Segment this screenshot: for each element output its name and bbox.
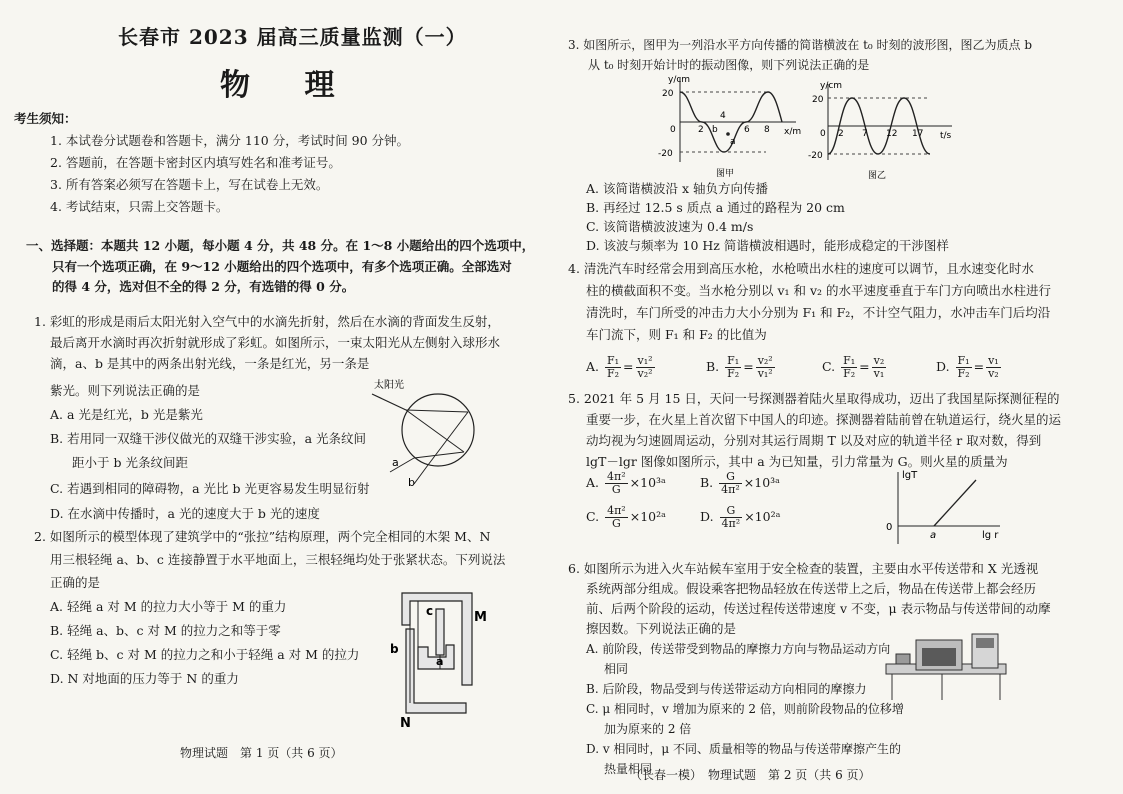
numerator: v₁² [637,354,653,367]
exam-title: 长春市 2023 届高三质量监测（一） [118,25,467,49]
q2-stem: 正确的是 [50,575,101,590]
frame-n-arm [436,609,444,655]
q1-option-a: A. a 光是红光，b 光是紫光 [50,407,203,422]
q3-stem: 3. 如图所示，图甲为一列沿水平方向传播的简谐横波在 t₀ 时刻的波形图，图乙为质点 b [568,38,1033,52]
option-letter: B. [700,475,714,490]
y-label: y/cm [668,75,691,85]
denominator: F₂ [957,367,970,380]
q4-option-d: D. $\frac{\text{F₁}}{\text{F₂}}$ = $\frac{\text{v₁}}{\text{v₂}}$ [936,354,999,380]
section-instruction: 一、选择题：本题共 12 小题，每小题 4 分，共 48 分。在 1～8 小题给出的四个选项中， [26,238,535,253]
denominator: v₁² [757,367,773,380]
q2-stem: 用三根轻绳 a、b、c 连接静置于水平地面上，三根轻绳均处于张紧状态。下列说法 [50,552,506,567]
q6-stem: 系统两部分组成。假设乘客把物品轻放在传送带上之后，物品在传送带上都会经历 [586,581,1037,596]
denominator: G [611,483,621,496]
denominator: v₁ [873,367,885,380]
q1-stem: 1. 彩虹的形成是雨后太阳光射入空气中的水滴先折射，然后在水滴的背面发生反射， [34,314,500,329]
caption-b: 图乙 [868,171,887,181]
q4-option-b: B. $\frac{\text{F₁}}{\text{F₂}}$ = $\frac{\text{v₂²}}{\text{v₁²}}$ [706,354,773,380]
y-tick: 20 [812,95,824,105]
q1-option-b-cont: 距小于 b 光条纹间距 [72,455,188,470]
intercept-label: a [930,530,937,541]
q6-stem: 6. 如图所示为进入火车站候车室用于安全检查的装置，主要由水平传送带和 X 光透视 [568,561,1039,576]
denominator: F₂ [727,367,740,380]
fraction [636,355,655,380]
q1-option-c: C. 若遇到相同的障碍物，a 光比 b 光更容易发生明显衍射 [50,481,370,496]
wave-graph-a [656,72,806,182]
q2-option-b: B. 轻绳 a、b、c 对 M 的拉力之和等于零 [50,623,281,638]
reflected-ray [414,452,464,458]
page-1 [0,0,560,794]
data-line [934,480,976,526]
origin: 0 [670,125,676,135]
q1-stem: 滴，a、b 是其中的两条出射光线，一条是红光，另一条是 [50,356,370,371]
tunnel-opening [922,648,956,666]
q6-stem: 擦因数。下列说法正确的是 [586,621,737,636]
numerator: G [720,505,743,518]
numerator: F₁ [843,354,856,367]
t-label: t/s [940,131,952,141]
q5-option-b [700,466,780,500]
option-letter: C. [822,359,836,374]
q6-option-a: A. 前阶段，传送带受到物品的摩擦力方向与物品运动方向 [586,642,891,656]
refracted-ray [406,410,464,452]
numerator: v₂ [873,354,885,367]
denominator: G [612,517,621,530]
q4-stem: 柱的横截面积不变。当水枪分别以 v₁ 和 v₂ 的水平速度垂直于车门方向喷出水柱进行 [586,283,1052,298]
luggage-item [896,654,910,664]
raindrop-figure [370,372,490,492]
ray-b-label: b [408,476,415,489]
ray-a-label: a [392,456,399,469]
fraction [605,355,621,380]
numerator: F₁ [957,354,970,367]
q6-option-c-cont: 加为原来的 2 倍 [604,722,692,736]
q6-option-c: C. μ 相同时，v 增加为原来的 2 倍，则前阶段物品的位移增 [586,702,904,716]
q2-option-a: A. 轻绳 a 对 M 的拉力大小等于 M 的重力 [50,599,287,614]
q3-option-c: C. 该简谐横波波速为 0.4 m/s [586,219,754,234]
fraction [956,355,972,380]
denominator: F₂ [843,367,856,380]
q4-stem: 清洗时，车门所受的冲击力大小分别为 F₁ 和 F₂，不计空气阻力，水冲击车门后均沿 [586,305,1051,320]
t-tick: 17 [912,129,924,139]
power-term: ×10²ᵃ [629,509,666,524]
wave-graph-b [808,80,958,182]
denominator: 4π² [721,483,740,496]
x-tick: 6 [744,125,750,135]
tensegrity-figure [382,585,492,730]
point-a-label: a [730,137,736,147]
q6-option-d: D. v 相同时，μ 不同、质量相等的物品与传送带摩擦产生的 [586,742,902,756]
numerator: v₁ [988,354,999,367]
x-tick: 2 [698,125,704,135]
q4-option-a: A. $\frac{\text{F₁}}{\text{F₂}}$ = $\frac{\text{v₁²}}{\text{v₂²}}$ [586,354,653,380]
option-letter: A. [586,359,600,374]
power-term: ×10³ᵃ [743,475,781,490]
q3-option-a: A. 该简谐横波沿 x 轴负方向传播 [586,181,768,196]
q2-option-c: C. 轻绳 b、c 对 M 的拉力之和小于轻绳 a 对 M 的拉力 [50,647,360,662]
power-term: ×10²ᵃ [744,509,781,524]
q5-stem: 5. 2021 年 5 月 15 日，天问一号探测器着陆火星取得成功，迈出了我国星际探测征程的 [568,391,1060,406]
ray-b [414,465,428,484]
y-label: lgT [902,470,918,481]
q4-stem: 车门流下，则 F₁ 和 F₂ 的比值为 [586,327,767,342]
origin: 0 [886,522,893,533]
point-a [726,132,730,136]
x-tick: 4 [720,111,726,121]
fraction [841,355,857,380]
q6-option-a-cont: 相同 [604,662,629,676]
notice-line: 4. 考试结束，只需上交答题卡。 [50,199,229,214]
denominator: F₂ [607,367,620,380]
fraction [605,505,628,530]
y-label: y/cm [820,81,843,91]
q6-option-b: B. 后阶段，物品受到与传送带运动方向相同的摩擦力 [586,682,867,696]
q6-option-d-cont: 热量相同 [604,762,653,776]
denominator: v₂ [988,367,999,380]
section-instruction: 的得 4 分，选对但不全的得 2 分，有选错的得 0 分。 [52,279,355,294]
fraction [719,471,742,496]
numerator: G [719,471,742,484]
section-instruction: 只有一个选项正确，在 9～12 小题给出的四个选项中，有多个选项正确。全部选对 [52,259,512,274]
fraction [986,355,1001,380]
q5-option-c [586,500,666,534]
fraction [756,355,775,380]
fraction [605,471,628,496]
y-tick: 20 [662,89,674,99]
q5-option-a [586,466,666,500]
q3-stem: 从 t₀ 时刻开始计时的振动图像，则下列说法正确的是 [588,58,870,72]
q3-option-d: D. 该波与频率为 10 Hz 简谐横波相遇时，能形成稳定的干涉图样 [586,238,949,253]
x-label: x/m [784,127,802,137]
refracted-ray [406,410,468,412]
q1-stem: 最后离开水滴时再次折射就形成了彩虹。如图所示，一束太阳光从左侧射入球形水 [50,335,501,350]
fraction [725,355,741,380]
point-b-label: b [712,125,718,135]
q5-stem: 重要一步，在火星上首次留下中国人的印迹。探测器着陆前曾在轨道运行，绕火星的运 [586,412,1062,427]
option-letter: D. [936,359,950,374]
x-label: lg r [982,530,999,541]
numerator: 4π² [607,470,626,483]
y-tick: -20 [808,151,823,161]
t-tick: 12 [886,129,898,139]
q1-option-b: B. 若用同一双缝干涉仪做光的双缝干涉实验，a 光条纹间 [50,431,367,446]
numerator: F₁ [607,354,620,367]
notice-line: 2. 答题前，在答题卡密封区内填写姓名和准考证号。 [50,155,341,170]
lgT-lgr-graph [876,466,1006,548]
q5-stem: lgT－lgr 图像如图所示，其中 a 为已知量，引力常量为 G。则火星的质量为 [586,454,1008,469]
q2-option-d: D. N 对地面的压力等于 N 的重力 [50,671,239,686]
t-tick: 2 [838,129,844,139]
numerator: F₁ [727,354,740,367]
page-footer: （长春一模） 物理试题 第 2 页（共 6 页） [630,768,871,782]
q6-stem: 前、后两个阶段的运动，传送过程传送带速度 v 不变，μ 表示物品与传送带间的动摩 [586,601,1051,616]
caption-a: 图甲 [716,169,735,179]
sun-label: 太阳光 [374,380,404,391]
t-tick: 7 [862,129,868,139]
option-letter: B. [706,359,720,374]
label-b: b [390,642,399,656]
x-tick: 8 [764,125,770,135]
monitor [976,638,994,648]
fraction [872,355,887,380]
label-m: M [474,610,487,625]
subject-title: 物 理 [220,68,357,103]
label-a: a [436,655,444,668]
q5-option-d [700,500,780,534]
denominator: v₂² [637,367,653,380]
numerator: v₂² [757,354,773,367]
denominator: 4π² [721,517,741,530]
notice-heading: 考生须知： [14,111,77,126]
security-scanner-illustration [882,630,1010,710]
power-term: ×10³ᵃ [629,475,666,490]
option-letter: C. [586,509,600,524]
y-tick: -20 [658,149,673,159]
label-n: N [400,716,411,730]
numerator: 4π² [607,504,626,517]
q4-option-c: C. $\frac{\text{F₁}}{\text{F₂}}$ = $\frac{\text{v₂}}{\text{v₁}}$ [822,354,885,380]
notice-line: 3. 所有答案必须写在答题卡上，写在试卷上无效。 [50,177,329,192]
origin: 0 [820,129,826,139]
notice-line: 1. 本试卷分试题卷和答题卡，满分 110 分，考试时间 90 分钟。 [50,133,410,148]
q1-option-d: D. 在水滴中传播时，a 光的速度大于 b 光的速度 [50,506,320,521]
q4-stem: 4. 清洗汽车时经常会用到高压水枪，水枪喷出水柱的速度可以调节，且水速变化时水 [568,261,1034,276]
page-2 [560,0,1123,794]
sun-ray [372,394,406,410]
q3-option-b: B. 再经过 12.5 s 质点 a 通过的路程为 20 cm [586,200,845,215]
page-footer: 物理试题 第 1 页（共 6 页） [180,746,343,760]
q1-stem: 紫光。则下列说法正确的是 [50,383,201,398]
label-c: c [426,604,434,618]
option-letter: A. [586,475,600,490]
fraction [720,505,743,530]
q5-stem: 动均视为匀速圆周运动，分别对其运行周期 T 以及对应的轨道半径 r 取对数，得到 [586,433,1042,448]
option-letter: D. [700,509,714,524]
q2-stem: 2. 如图所示的模型体现了建筑学中的“张拉”结构原理，两个完全相同的木架 M、N [34,529,491,544]
